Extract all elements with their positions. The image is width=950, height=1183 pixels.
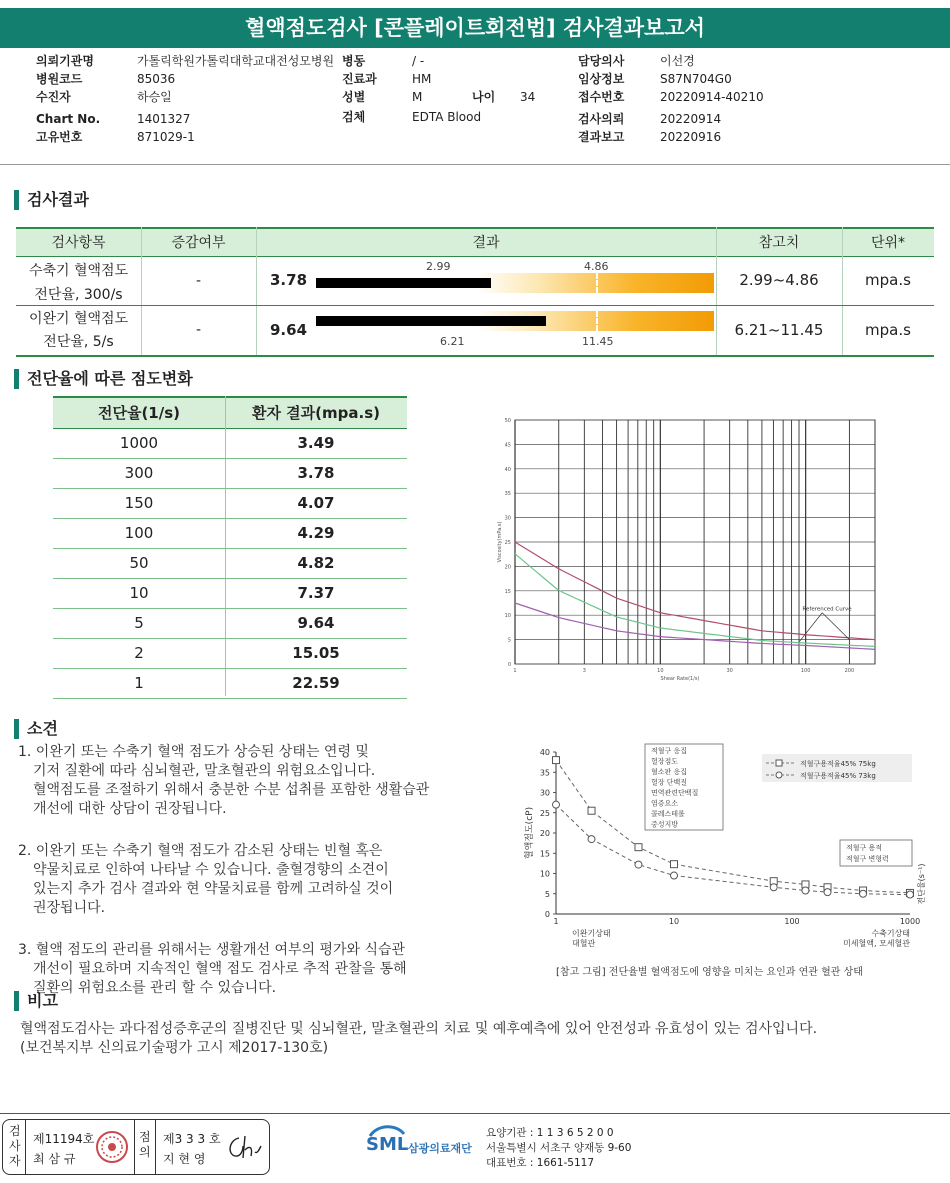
footer-divider: [0, 1113, 950, 1114]
receipt-label: 접수번호: [578, 90, 625, 104]
x-tick-label: 30: [726, 668, 733, 674]
dept-value: HM: [412, 72, 432, 86]
y-tick-label: 30: [504, 515, 511, 522]
shear-rate-cell: 1000: [119, 434, 159, 452]
age-value: 34: [520, 90, 536, 104]
shear-table-row: [53, 608, 407, 639]
org-line-3: 대표번호 : 1661-5117: [486, 1157, 595, 1169]
row2-item-line1: 이완기 혈액점도: [28, 311, 129, 327]
opinion-line: 혈액점도를 조절하기 위해서 충분한 수분 섭취를 포함한 생활습관: [33, 782, 430, 798]
remark-line-2: (보건복지부 신의료기술평가 고시 제2017-130호): [20, 1040, 329, 1056]
legend-label: 적혈구용적율45% 73kg: [800, 772, 876, 780]
unique-value: 871029-1: [137, 130, 195, 144]
data-point: [802, 887, 809, 894]
shear-rate-cell: 50: [129, 554, 149, 572]
data-point: [671, 861, 678, 868]
factor-label: 콜레스테롤: [651, 810, 685, 818]
row1-item: [16, 259, 141, 307]
y-axis-label-right: 전단율(s⁻¹): [917, 863, 926, 905]
x-axis-label: Shear Rate(1/s): [660, 676, 700, 682]
shear-result-cell: 22.59: [292, 674, 340, 692]
opinion-line: 1. 이완기 또는 수축기 혈액 점도가 상승된 상태는 연령 및: [18, 744, 369, 760]
x-tick-label: 1000: [899, 917, 921, 926]
opinion-item-2: [18, 842, 498, 918]
patient-label: 수진자: [36, 90, 71, 104]
remark-line-1: 혈액점도검사는 과다점성증후군의 질병진단 및 심뇌혈관, 말초혈관의 치료 및 예후예측에 있어 안전성과 유효성이 있는 검사입니다.: [20, 1021, 818, 1037]
y-tick-label: 0: [544, 910, 550, 919]
factor-label: 면역관련단백질: [651, 789, 699, 797]
shear-result-cell: 4.82: [297, 554, 335, 572]
results-table: [16, 227, 934, 357]
referenced-curve-label: Referenced Curve: [802, 606, 852, 613]
data-point: [824, 889, 831, 896]
box-divider: [134, 1120, 135, 1174]
x-tick-label: 1: [553, 917, 559, 926]
reference-caption: [참고 그림] 전단율별 혈액점도에 영향을 미치는 요인과 연관 혈관 상태: [556, 967, 863, 978]
checker-no: 제3 3 3 호: [163, 1132, 221, 1146]
gauge-ref-high-line: [596, 311, 598, 331]
y-tick-label: 0: [507, 662, 511, 668]
institution-label: 의뢰기관명: [36, 54, 94, 68]
shear-rate-cell: 10: [129, 584, 149, 602]
signature-icon: [225, 1132, 263, 1162]
y-tick-label: 45: [504, 442, 511, 449]
reference-chart: [510, 740, 940, 980]
factor-label: 적혈구 용적: [846, 844, 883, 852]
row1-item-line1: 수축기 혈액점도: [28, 263, 129, 279]
header-change: 증감여부: [171, 235, 226, 251]
y-tick-label: 20: [539, 829, 550, 838]
shear-table-row: [53, 668, 407, 699]
row2-item-line2: 전단율, 5/s: [43, 334, 114, 350]
viscosity-curve-chart: [495, 412, 885, 694]
gauge-ref-low: 2.99: [426, 260, 451, 273]
factor-label: 혈소판 응집: [651, 768, 688, 776]
shear-table-row: [53, 458, 407, 489]
factor-label: 혈장점도: [651, 757, 679, 766]
shear-table-row: [53, 518, 407, 549]
request-label: 검사의뢰: [578, 112, 625, 126]
data-point: [588, 836, 595, 843]
shear-table-row: [53, 578, 407, 609]
row1-item-line2: 전단율, 300/s: [34, 287, 123, 303]
specimen-value: EDTA Blood: [412, 110, 482, 124]
opinion-line: 기저 질환에 따라 심뇌혈관, 말초혈관의 위험요소입니다.: [33, 763, 376, 779]
x-tick-label: 10: [657, 668, 664, 674]
shear-rate-cell: 1: [134, 674, 144, 692]
seal-stamp-icon: [95, 1130, 129, 1164]
chart-value: 1401327: [137, 112, 191, 126]
results-section-title: 검사결과: [14, 190, 89, 210]
opinion-item-3: [18, 941, 498, 998]
opinion-line: 개선에 대한 상담이 권장됩니다.: [33, 801, 227, 817]
shear-header-rate: 전단율(1/s): [97, 404, 181, 422]
row2-gauge: [316, 309, 714, 349]
report-label: 결과보고: [578, 130, 625, 144]
gauge-ref-high: 11.45: [582, 335, 614, 348]
opinion-line: 있는지 추가 검사 결과와 현 약물치료를 함께 고려하실 것이: [33, 881, 394, 897]
shear-result-cell: 4.07: [297, 494, 335, 512]
shear-result-cell: 4.29: [297, 524, 335, 542]
opinion-line: 2. 이완기 또는 수축기 혈액 점도가 감소된 상태는 빈혈 혹은: [18, 843, 383, 859]
tester-label-char: 사: [9, 1139, 21, 1153]
header-unit: 단위*: [870, 235, 906, 251]
opinion-text: [18, 743, 498, 998]
data-point: [588, 807, 595, 814]
y-tick-label: 50: [504, 418, 511, 424]
x-tick-label: 100: [784, 917, 800, 926]
data-point: [635, 844, 642, 851]
checker-label-char: 점: [139, 1130, 151, 1144]
gauge-ref-low: 6.21: [440, 335, 465, 348]
gauge-value-bar: [316, 316, 546, 326]
x-tick-label: 10: [668, 917, 680, 926]
data-point: [860, 890, 867, 897]
x-left-sub: 대혈관: [572, 939, 596, 948]
clinical-label: 임상정보: [578, 72, 625, 86]
tester-label-char: 자: [9, 1154, 21, 1168]
table-bottom-rule: [16, 355, 934, 357]
row2-ref: 6.21~11.45: [734, 321, 824, 339]
org-name: 삼광의료재단: [408, 1142, 472, 1155]
data-point: [553, 801, 560, 808]
doctor-label: 담당의사: [578, 54, 625, 68]
hospital-code-label: 병원코드: [36, 72, 83, 86]
legend-marker: [776, 760, 782, 766]
patient-value: 하승일: [137, 90, 172, 104]
data-point: [907, 891, 914, 898]
y-tick-label: 15: [539, 849, 550, 859]
shear-section-title: 전단율에 따른 점도변화: [14, 369, 193, 389]
header-ref: 참고치: [758, 235, 800, 251]
x-tick-label: 3: [582, 668, 586, 674]
signature-box: [2, 1119, 270, 1175]
shear-table: [53, 396, 407, 698]
gauge-ref-high-line: [596, 273, 598, 293]
opinion-line: 질환의 위험요소를 관리 할 수 있습니다.: [33, 980, 277, 996]
tester-name: 최 삼 규: [33, 1152, 76, 1166]
sex-value: M: [412, 90, 423, 104]
shear-result-cell: 3.49: [297, 434, 335, 452]
ward-value: / -: [412, 54, 425, 68]
y-axis-label: Viscosity(mPa.s): [497, 521, 503, 563]
institution-value: 가톨릭학원가톨릭대학교대전성모병원: [137, 54, 335, 68]
x-tick-label: 100: [800, 668, 811, 674]
report-value: 20220916: [660, 130, 722, 144]
shear-rate-cell: 100: [124, 524, 154, 542]
y-tick-label: 30: [539, 788, 550, 798]
shear-result-cell: 7.37: [297, 584, 335, 602]
tester-label-char: 검: [9, 1124, 21, 1138]
y-tick-label: 35: [504, 491, 511, 498]
y-tick-label: 40: [504, 466, 511, 473]
clinical-value: S87N704G0: [660, 72, 732, 86]
logo-text: SML: [366, 1134, 409, 1155]
factor-label: 적혈구 변형력: [846, 855, 889, 863]
row1-ref: 2.99~4.86: [739, 271, 819, 289]
y-axis-label: 혈액점도(cP): [525, 806, 535, 860]
remark-text: [20, 1020, 920, 1058]
tester-no: 제11194호: [33, 1132, 95, 1146]
opinion-line: 개선이 필요하며 지속적인 혈액 점도 검사로 추적 관찰을 통해: [33, 961, 407, 977]
row-divider: [16, 305, 934, 306]
org-line-2: 서울특별시 서초구 양재동 9-60: [486, 1142, 632, 1154]
row2-item: [16, 308, 141, 354]
factor-label: 염증요소: [651, 799, 679, 808]
x-tick-label: 1: [513, 668, 517, 674]
gauge-value-bar: [316, 278, 491, 288]
factor-label: 혈장 단백질: [651, 778, 688, 787]
opinion-line: 3. 혈액 점도의 관리를 위해서는 생활개선 여부의 평가와 식습관: [18, 942, 406, 958]
row1-change: -: [195, 273, 202, 289]
shear-table-row: [53, 428, 407, 459]
y-tick-label: 25: [504, 540, 511, 546]
chart-label: Chart No.: [36, 112, 101, 126]
factor-label: 적혈구 응집: [651, 747, 688, 755]
y-tick-label: 5: [507, 637, 511, 644]
shear-table-header: [53, 396, 407, 429]
checker-name: 지 현 영: [163, 1152, 206, 1166]
report-title: 혈액점도검사 [콘플레이트회전법] 검사결과보고서: [0, 8, 950, 48]
box-divider: [25, 1120, 26, 1174]
gauge-ref-high: 4.86: [584, 260, 609, 273]
specimen-label: 검체: [342, 110, 366, 124]
remark-section-title: 비고: [14, 991, 58, 1011]
header-divider: [0, 164, 950, 165]
header-item: 검사항목: [51, 235, 106, 251]
row1-value: 3.78: [270, 271, 308, 289]
row2-change: -: [195, 322, 202, 338]
data-point: [553, 757, 560, 764]
tester-label: [9, 1124, 21, 1169]
shear-result-cell: 9.64: [297, 614, 335, 632]
data-point: [635, 861, 642, 868]
shear-result-cell: 3.78: [297, 464, 335, 482]
request-value: 20220914: [660, 112, 722, 126]
sex-label: 성별: [342, 90, 366, 104]
shear-rate-cell: 150: [124, 494, 154, 512]
receipt-value: 20220914-40210: [660, 90, 764, 104]
legend-label: 적혈구용적율45% 75kg: [800, 760, 876, 768]
doctor-value: 이선경: [660, 54, 695, 68]
org-info: [486, 1126, 631, 1171]
shear-rate-cell: 300: [124, 464, 154, 482]
shear-rate-cell: 5: [134, 614, 144, 632]
dept-label: 진료과: [342, 72, 377, 86]
y-tick-label: 40: [539, 748, 550, 757]
shear-table-row: [53, 638, 407, 669]
opinion-item-1: [18, 743, 498, 819]
shear-table-row: [53, 488, 407, 519]
legend-marker: [776, 772, 782, 778]
x-right-sub: 미세혈액, 모세혈관: [843, 939, 910, 948]
opinion-line: 약물치료로 인하여 나타날 수 있습니다. 출혈경향의 소견이: [33, 862, 389, 878]
col-divider: [256, 227, 257, 357]
shear-table-row: [53, 548, 407, 579]
org-line-1: 요양기관 : 1 1 3 6 5 2 0 0: [486, 1127, 614, 1139]
y-tick-label: 10: [504, 613, 511, 620]
age-label: 나이: [472, 90, 496, 104]
x-tick-label: 200: [844, 668, 855, 674]
row1-gauge: [316, 259, 714, 299]
shear-result-cell: 15.05: [292, 644, 340, 662]
patient-info: [0, 52, 950, 152]
opinion-section-title: 소견: [14, 719, 58, 739]
shear-header-result: 환자 결과(mpa.s): [251, 404, 380, 422]
factor-label: 중성지방: [651, 820, 679, 829]
y-tick-label: 5: [544, 889, 550, 899]
y-tick-label: 35: [539, 768, 550, 778]
checker-label: [139, 1130, 151, 1160]
shear-rate-cell: 2: [134, 644, 144, 662]
row2-value: 9.64: [270, 321, 308, 339]
row1-unit: mpa.s: [865, 271, 911, 289]
x-left-label: 이완기상태: [572, 929, 611, 938]
y-tick-label: 25: [539, 808, 550, 818]
unique-label: 고유번호: [36, 130, 83, 144]
data-point: [671, 872, 678, 879]
header-result: 결과: [472, 235, 500, 251]
ward-label: 병동: [342, 54, 366, 68]
data-point: [770, 884, 777, 891]
y-tick-label: 15: [504, 588, 511, 595]
y-tick-label: 10: [539, 869, 550, 879]
row2-unit: mpa.s: [865, 321, 911, 339]
opinion-line: 권장됩니다.: [33, 900, 106, 916]
box-divider: [155, 1120, 156, 1174]
hospital-code-value: 85036: [137, 72, 176, 86]
y-tick-label: 20: [504, 564, 511, 571]
checker-label-char: 의: [139, 1145, 151, 1159]
x-right-label: 수축기상태: [871, 929, 910, 938]
